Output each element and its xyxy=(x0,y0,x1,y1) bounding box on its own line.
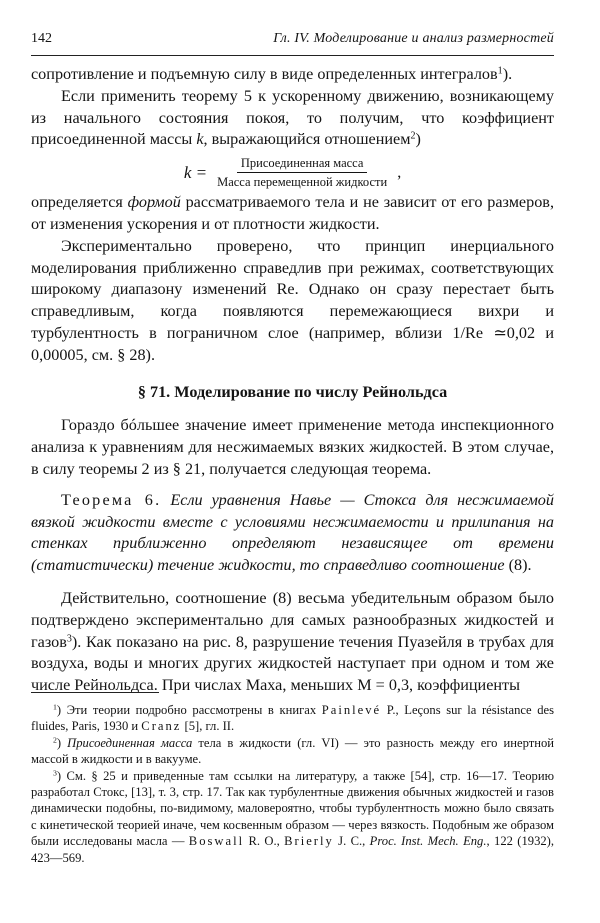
paragraph-text: сопротивление и подъемную силу в виде определенных интегралов xyxy=(31,65,498,83)
theorem-label: Теорема 6. xyxy=(61,490,162,509)
header-rule xyxy=(31,55,554,56)
footnote-ref-2: 2 xyxy=(410,130,416,142)
footnote-marker: 2 xyxy=(53,735,57,745)
footnote-2: $^2$) Присоединенная масса тела в жидкости (гл. VI) — это разность между его инертной массой в жидкости и в вакууме. xyxy=(31,735,554,767)
running-title: Гл. IV. Моделирование и анализ размерностей xyxy=(273,31,554,46)
paragraph-text: . xyxy=(508,65,513,83)
footnote-rule xyxy=(31,692,159,693)
footnote-text: тела в жидкости (гл. VI) — это разность между его инертной массой в жидкости и в вакууме. xyxy=(31,735,554,767)
page-number: 142 xyxy=(31,31,52,46)
theorem-statement: Если уравнения Навье — Стокса для несжимаемой вязкой жидкости вместе с условиями несжимаемости и прилипания на стенках приближенно определяют независящее от времени (статистически) течение жидкости, то справедливо соотношение xyxy=(31,490,554,575)
footnote-1: $^1$) Эти теории подробно рассмотрены в книгах Painlevé P., Leçons sur la résistance des fluides, Paris, 1930 и Cranz [5], гл. II. xyxy=(31,702,554,734)
section-heading: § 71. Моделирование по числу Рейнольдса xyxy=(137,382,448,401)
k-symbol: k xyxy=(196,130,204,149)
footnote-text: [5], гл. II. xyxy=(181,719,235,734)
footnote-text: Эти теории подробно рассмотрены в книгах xyxy=(66,703,322,717)
paragraph-text: . Как показано на рис. 8, разрушение течения Пуазейля в трубах для воздуха, воды и многих других жидкостей наступает при одном и том же числе Рейнольдса. При числах Маха, меньших M = 0,3, коэффициенты xyxy=(31,632,554,695)
paragraph-experimental: Экспериментально проверено, что принцип инерциального моделирования приближенно справедлив при режимах, соответствующих широкому диапазону изменений Re. Однако он сразу перестает быть справедливым, когда появляются перемежающиеся вихри и турбулентность в пограничном слое (например, вблизи 1/Re ≃0,02 и 0,00005, см. § 28). xyxy=(31,236,554,364)
paragraph-text: Действительно, соотношение (8) весьма убедительным образом было подтверждено экспериментально для самых разнообразных жидкостей и газов xyxy=(31,588,554,651)
emphasis-shape: формой xyxy=(127,193,181,212)
paragraph-inspection-analysis: Гораздо бóльшее значение имеет применение метода инспекционного анализа к уравнениям для несжимаемых вязких жидкостей. В этом случае, в силу теоремы 2 из § 21, получается следующая теорема. xyxy=(31,416,554,478)
formula-fraction xyxy=(213,155,391,190)
paragraph-shape xyxy=(31,192,554,236)
author-name: Boswall xyxy=(188,834,245,849)
main-text xyxy=(31,64,554,697)
footnote-text: , 122 (1932), 423—569. xyxy=(31,834,555,865)
footnote-text: P., Leçons sur la résistance des fluides, Paris, 1930 и xyxy=(31,703,554,734)
footnote-ref-3: 3 xyxy=(66,633,72,645)
paragraph-integrals: сопротивление и подъемную силу в виде определенных интегралов$^1$). xyxy=(31,65,513,83)
paragraph-confirmation: Действительно, соотношение (8) весьма убедительным образом было подтверждено экспериментально для самых разнообразных жидкостей и газов$^3$). Как показано на рис. 8, разрушение течения Пуазейля в трубах для воздуха, воды и многих других жидкостей наступает при одном и том же числе Рейнольдса. При числах Маха, меньших M = 0,3, коэффициенты xyxy=(31,588,554,695)
footnote-marker: 1 xyxy=(53,702,57,712)
footnote-ref-1: 1 xyxy=(497,65,503,77)
author-name: Painlevé xyxy=(321,703,382,717)
footnote-marker: 3 xyxy=(53,768,57,778)
added-mass-formula xyxy=(31,155,554,190)
paragraph-text: рассматриваемого тела и не зависит от его размеров, от изменения ускорения и от плотности жидкости. xyxy=(31,193,554,233)
footnote-emphasis: Присоединенная масса xyxy=(67,735,193,750)
journal-title: Proc. Inst. Mech. Eng. xyxy=(369,834,487,849)
paragraph-text: определяется xyxy=(31,193,128,212)
footnote-text: J. C., xyxy=(333,834,370,849)
formula-lhs: k = xyxy=(183,162,208,182)
author-name: Brierly xyxy=(284,834,334,849)
footnote-text: R. O., xyxy=(244,834,285,849)
formula-numerator: Присоединенная масса xyxy=(237,155,368,173)
formula-comma: , xyxy=(397,163,402,181)
theorem-ref: (8). xyxy=(508,556,532,575)
author-name: Cranz xyxy=(141,719,182,734)
paragraph-added-mass: Если применить теорему 5 к ускоренному движению, возникающему из начального состояния покоя, то получим, что коэффициент присоединенной массы k, выражающийся отношением$^2$) xyxy=(31,86,554,149)
footnote-text: См. § 25 и приведенные там ссылки на литературу, а также [54], стр. 16—17. Теорию разработал Стокс, [13], т. 3, стр. 17. Так как турбулентные движения обычных жидкостей и газов динамически подобны, по-видимому, маловероятно, чтобы турбулентность можно было связать с кинетической теорией иначе, чем косвенным образом — через вязкость. Подобным же образом были исследованы масла — xyxy=(31,768,554,849)
theorem-6 xyxy=(31,490,554,577)
paragraph-text: , выражающийся отношением xyxy=(203,130,411,149)
footnotes xyxy=(31,702,554,866)
paragraph-text: Если применить теорему 5 к ускоренному движению, возникающему из начального состояния покоя, то получим, что коэффициент присоединенной массы xyxy=(31,86,554,149)
footnote-3: $^3$) См. § 25 и приведенные там ссылки на литературу, а также [54], стр. 16—17. Теорию разработал Стокс, [13], т. 3, стр. 17. Так как турбулентные движения обычных жидкостей и газов динамически подобны, по-видимому, маловероятно, чтобы турбулентность можно было связать с кинетической теорией иначе, чем косвенным образом — через вязкость. Подобным же образом были исследованы масла — Boswall R. O., Brierly J. C., Proc. Inst. Mech. Eng., 122 (1932), 423—569. xyxy=(31,768,555,865)
formula-denominator: Масса перемещенной жидкости xyxy=(217,175,388,190)
